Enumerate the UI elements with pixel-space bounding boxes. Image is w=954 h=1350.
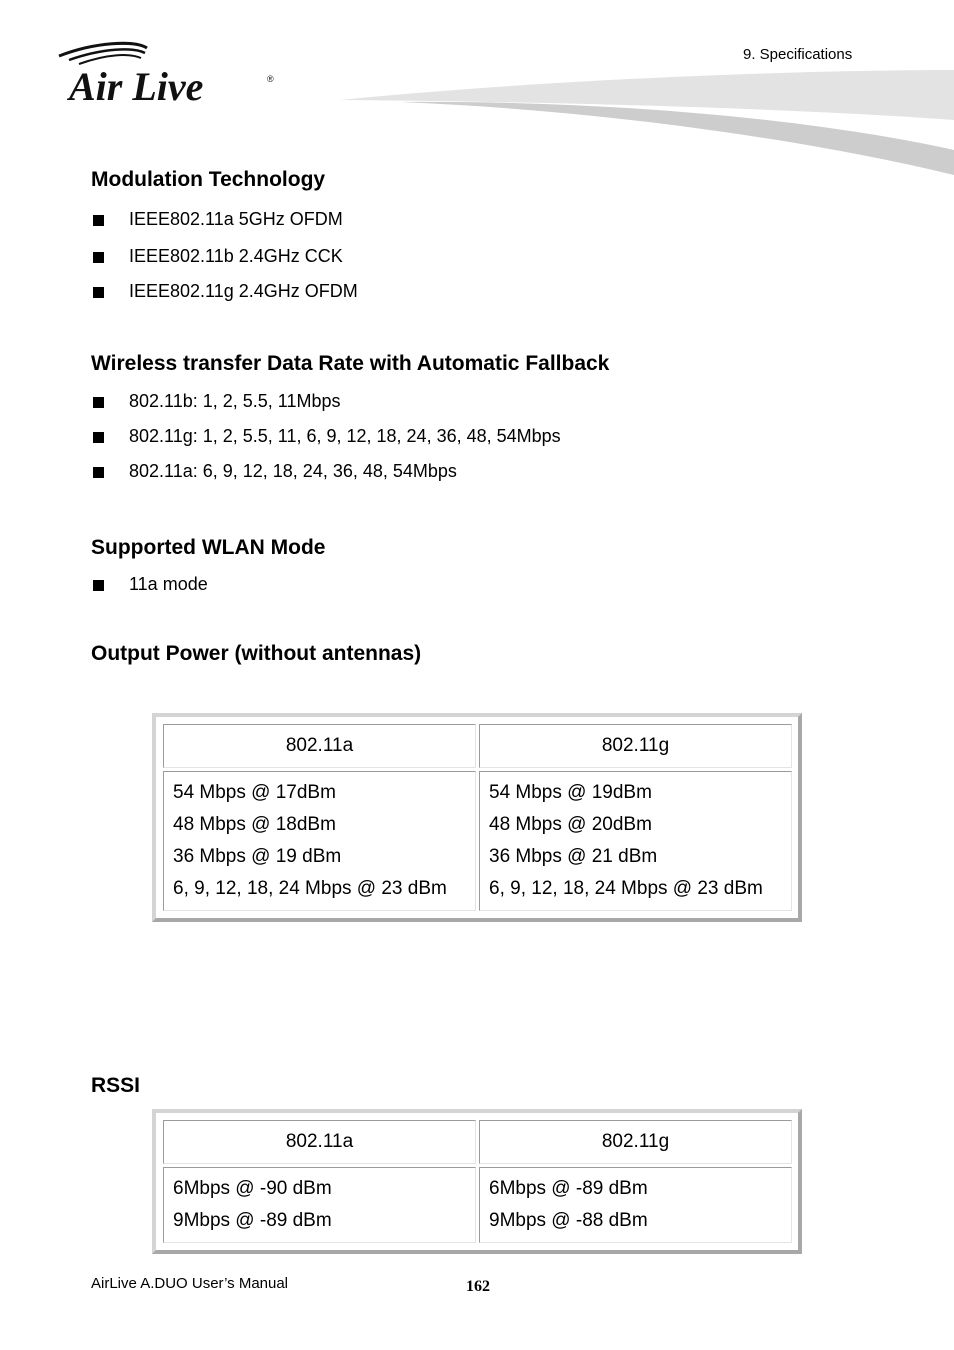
bullet-icon (93, 467, 104, 478)
bullet-icon (93, 252, 104, 263)
heading-wlan-mode: Supported WLAN Mode (91, 536, 326, 559)
table-header-cell: 802.11g (479, 1120, 792, 1164)
output-power-table (152, 713, 802, 922)
list-item: IEEE802.11a 5GHz OFDM (129, 209, 343, 229)
list-item: 802.11g: 1, 2, 5.5, 11, 6, 9, 12, 18, 24, 36, 48, 54Mbps (129, 426, 561, 446)
table-cell: 6Mbps @ -90 dBm 9Mbps @ -89 dBm (163, 1167, 476, 1243)
list-item: 802.11a: 6, 9, 12, 18, 24, 36, 48, 54Mbps (129, 461, 457, 481)
svg-text:Air Live: Air Live (69, 64, 204, 108)
table-cell: 54 Mbps @ 17dBm 48 Mbps @ 18dBm 36 Mbps @ 19 dBm 6, 9, 12, 18, 24 Mbps @ 23 dBm (163, 771, 476, 911)
svg-text:®: ® (267, 74, 274, 84)
bullet-icon (93, 432, 104, 443)
list-item: 11a mode (129, 574, 208, 594)
bullet-icon (93, 397, 104, 408)
table-header-cell: 802.11g (479, 724, 792, 768)
heading-data-rate: Wireless transfer Data Rate with Automatic Fallback (91, 352, 610, 375)
page-number: 162 (466, 1278, 490, 1295)
chapter-label: 9. Specifications (743, 46, 853, 63)
heading-modulation: Modulation Technology (91, 168, 326, 191)
rssi-table (152, 1109, 802, 1254)
header-swoosh (340, 60, 954, 180)
bullet-icon (93, 215, 104, 226)
list-item: IEEE802.11b 2.4GHz CCK (129, 246, 343, 266)
list-item: IEEE802.11g 2.4GHz OFDM (129, 281, 358, 301)
bullet-icon (93, 287, 104, 298)
footer-manual-title: AirLive A.DUO User’s Manual (91, 1275, 289, 1292)
heading-output-power: Output Power (without antennas) (91, 642, 422, 665)
table-header-cell: 802.11a (163, 1120, 476, 1164)
table-header-cell: 802.11a (163, 724, 476, 768)
table-cell: 6Mbps @ -89 dBm 9Mbps @ -88 dBm (479, 1167, 792, 1243)
airlive-logo (55, 38, 285, 108)
bullet-icon (93, 580, 104, 591)
list-item: 802.11b: 1, 2, 5.5, 11Mbps (129, 391, 341, 411)
heading-rssi: RSSI (91, 1074, 141, 1097)
table-cell: 54 Mbps @ 19dBm 48 Mbps @ 20dBm 36 Mbps @ 21 dBm 6, 9, 12, 18, 24 Mbps @ 23 dBm (479, 771, 792, 911)
